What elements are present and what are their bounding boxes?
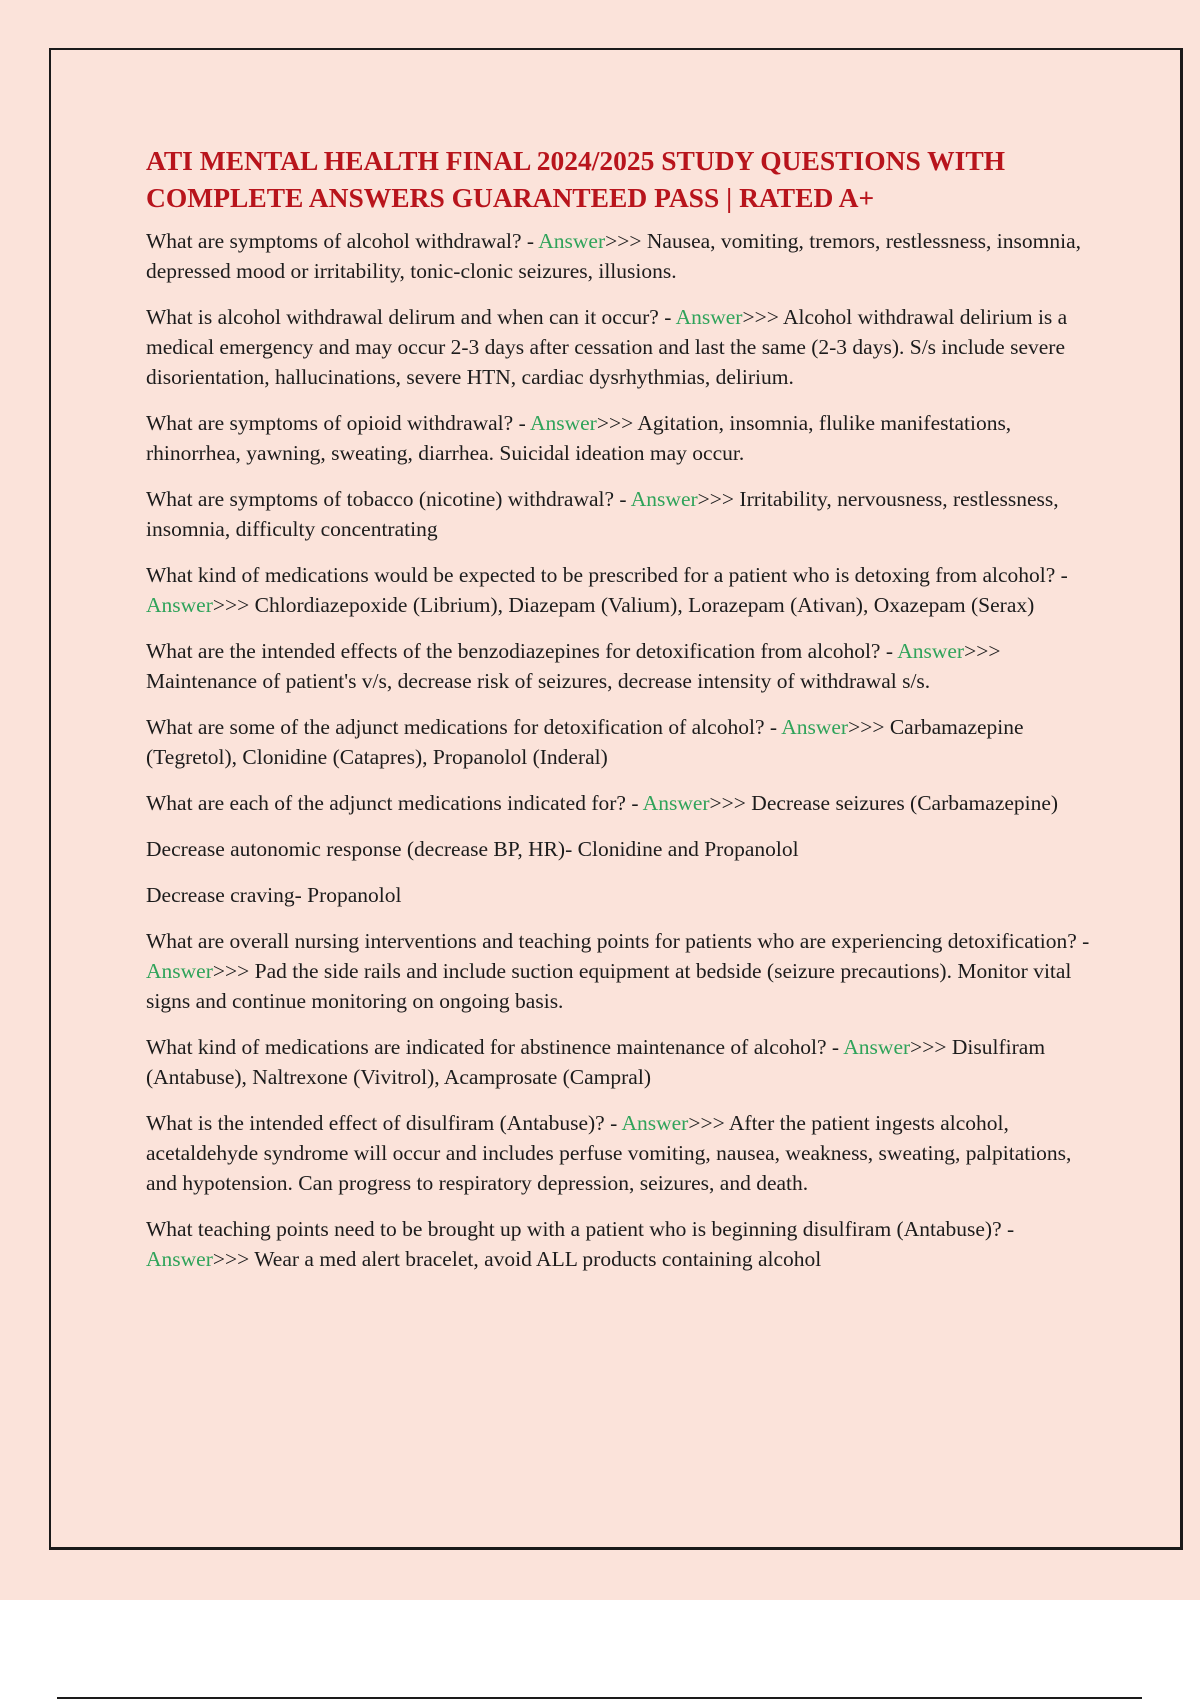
answer-label: Answer bbox=[146, 593, 213, 617]
qa-item bbox=[146, 712, 1096, 772]
qa-item bbox=[146, 1032, 1096, 1092]
note-line: Decrease autonomic response (decrease BP, HR)- Clonidine and Propanolol bbox=[146, 837, 799, 861]
answer-text: >>> Carbamazepine (Tegretol), Clonidine (Catapres), Propanolol (Inderal) bbox=[146, 715, 1024, 769]
document-body bbox=[146, 142, 1096, 1290]
question-text: What are symptoms of opioid withdrawal? - bbox=[146, 411, 530, 435]
answer-text: >>> Irritability, nervousness, restlessness, insomnia, difficulty concentrating bbox=[146, 487, 1059, 541]
answer-label: Answer bbox=[630, 487, 698, 511]
answer-label: Answer bbox=[146, 959, 213, 983]
question-text: What is alcohol withdrawal delirum and when can it occur? - bbox=[146, 305, 676, 329]
question-text: What are each of the adjunct medications indicated for? - bbox=[146, 791, 643, 815]
question-text: What are the intended effects of the benzodiazepines for detoxification from alcohol? - bbox=[146, 639, 898, 663]
answer-text: >>> Alcohol withdrawal delirium is a medical emergency and may occur 2-3 days after cessation and last the same (2-3 days). S/s include severe disorientation, hallucinations, severe HTN, cardiac dysrhythmias, delirium. bbox=[146, 305, 1068, 389]
qa-item bbox=[146, 302, 1096, 392]
footer-divider bbox=[57, 1697, 1142, 1699]
question-text: What kind of medications are indicated for abstinence maintenance of alcohol? - bbox=[146, 1035, 844, 1059]
answer-label: Answer bbox=[621, 1111, 689, 1135]
question-text: What are overall nursing interventions and teaching points for patients who are experiencing detoxification? - bbox=[146, 929, 1090, 953]
answer-text: >>> Chlordiazepoxide (Librium), Diazepam (Valium), Lorazepam (Ativan), Oxazepam (Serax) bbox=[212, 593, 1035, 617]
answer-text: >>> Decrease seizures (Carbamazepine) bbox=[709, 791, 1059, 815]
qa-item bbox=[146, 560, 1096, 620]
question-text: What are some of the adjunct medications for detoxification of alcohol? - bbox=[146, 715, 782, 739]
qa-item bbox=[146, 1214, 1096, 1274]
document-title: ATI MENTAL HEALTH FINAL 2024/2025 STUDY QUESTIONS WITH COMPLETE ANSWERS GUARANTEED PASS | RATED A+ bbox=[146, 145, 1006, 213]
qa-item bbox=[146, 484, 1096, 544]
qa-item bbox=[146, 636, 1096, 696]
question-text: What kind of medications would be expected to be prescribed for a patient who is detoxing from alcohol? - bbox=[146, 563, 1068, 587]
answer-label: Answer bbox=[529, 411, 597, 435]
note-line: Decrease craving- Propanolol bbox=[146, 883, 402, 907]
answer-label: Answer bbox=[675, 305, 743, 329]
qa-item bbox=[146, 788, 1096, 818]
qa-item bbox=[146, 926, 1096, 1016]
answer-text: >>> Disulfiram (Antabuse), Naltrexone (Vivitrol), Acamprosate (Campral) bbox=[146, 1035, 1046, 1089]
answer-label: Answer bbox=[146, 1247, 213, 1271]
question-text: What are symptoms of tobacco (nicotine) withdrawal? - bbox=[146, 487, 631, 511]
answer-text: >>> Nausea, vomiting, tremors, restlessness, insomnia, depressed mood or irritability, tonic-clonic seizures, illusions. bbox=[146, 229, 1082, 283]
answer-text: >>> Pad the side rails and include suction equipment at bedside (seizure precautions). Monitor vital signs and continue monitoring on ongoing basis. bbox=[146, 959, 1072, 1013]
qa-item bbox=[146, 408, 1096, 468]
answer-label: Answer bbox=[538, 229, 606, 253]
answer-label: Answer bbox=[897, 639, 965, 663]
answer-text: >>> Agitation, insomnia, flulike manifestations, rhinorrhea, yawning, sweating, diarrhea. Suicidal ideation may occur. bbox=[146, 411, 1012, 465]
answer-text: >>> Wear a med alert bracelet, avoid ALL products containing alcohol bbox=[212, 1247, 822, 1271]
answer-text: >>> Maintenance of patient's v/s, decrease risk of seizures, decrease intensity of withdrawal s/s. bbox=[146, 639, 1001, 693]
question-text: What are symptoms of alcohol withdrawal? - bbox=[146, 229, 539, 253]
answer-label: Answer bbox=[843, 1035, 911, 1059]
answer-label: Answer bbox=[781, 715, 849, 739]
question-text: What teaching points need to be brought up with a patient who is beginning disulfiram (Antabuse)? - bbox=[146, 1217, 1015, 1241]
answer-label: Answer bbox=[642, 791, 710, 815]
qa-item bbox=[146, 226, 1096, 286]
qa-item bbox=[146, 1108, 1096, 1198]
answer-text: >>> After the patient ingests alcohol, acetaldehyde syndrome will occur and includes perfuse vomiting, nausea, weakness, sweating, palpitations, and hypotension. Can progress to respiratory depression, seizures, and death. bbox=[146, 1111, 1072, 1195]
question-text: What is the intended effect of disulfiram (Antabuse)? - bbox=[146, 1111, 622, 1135]
